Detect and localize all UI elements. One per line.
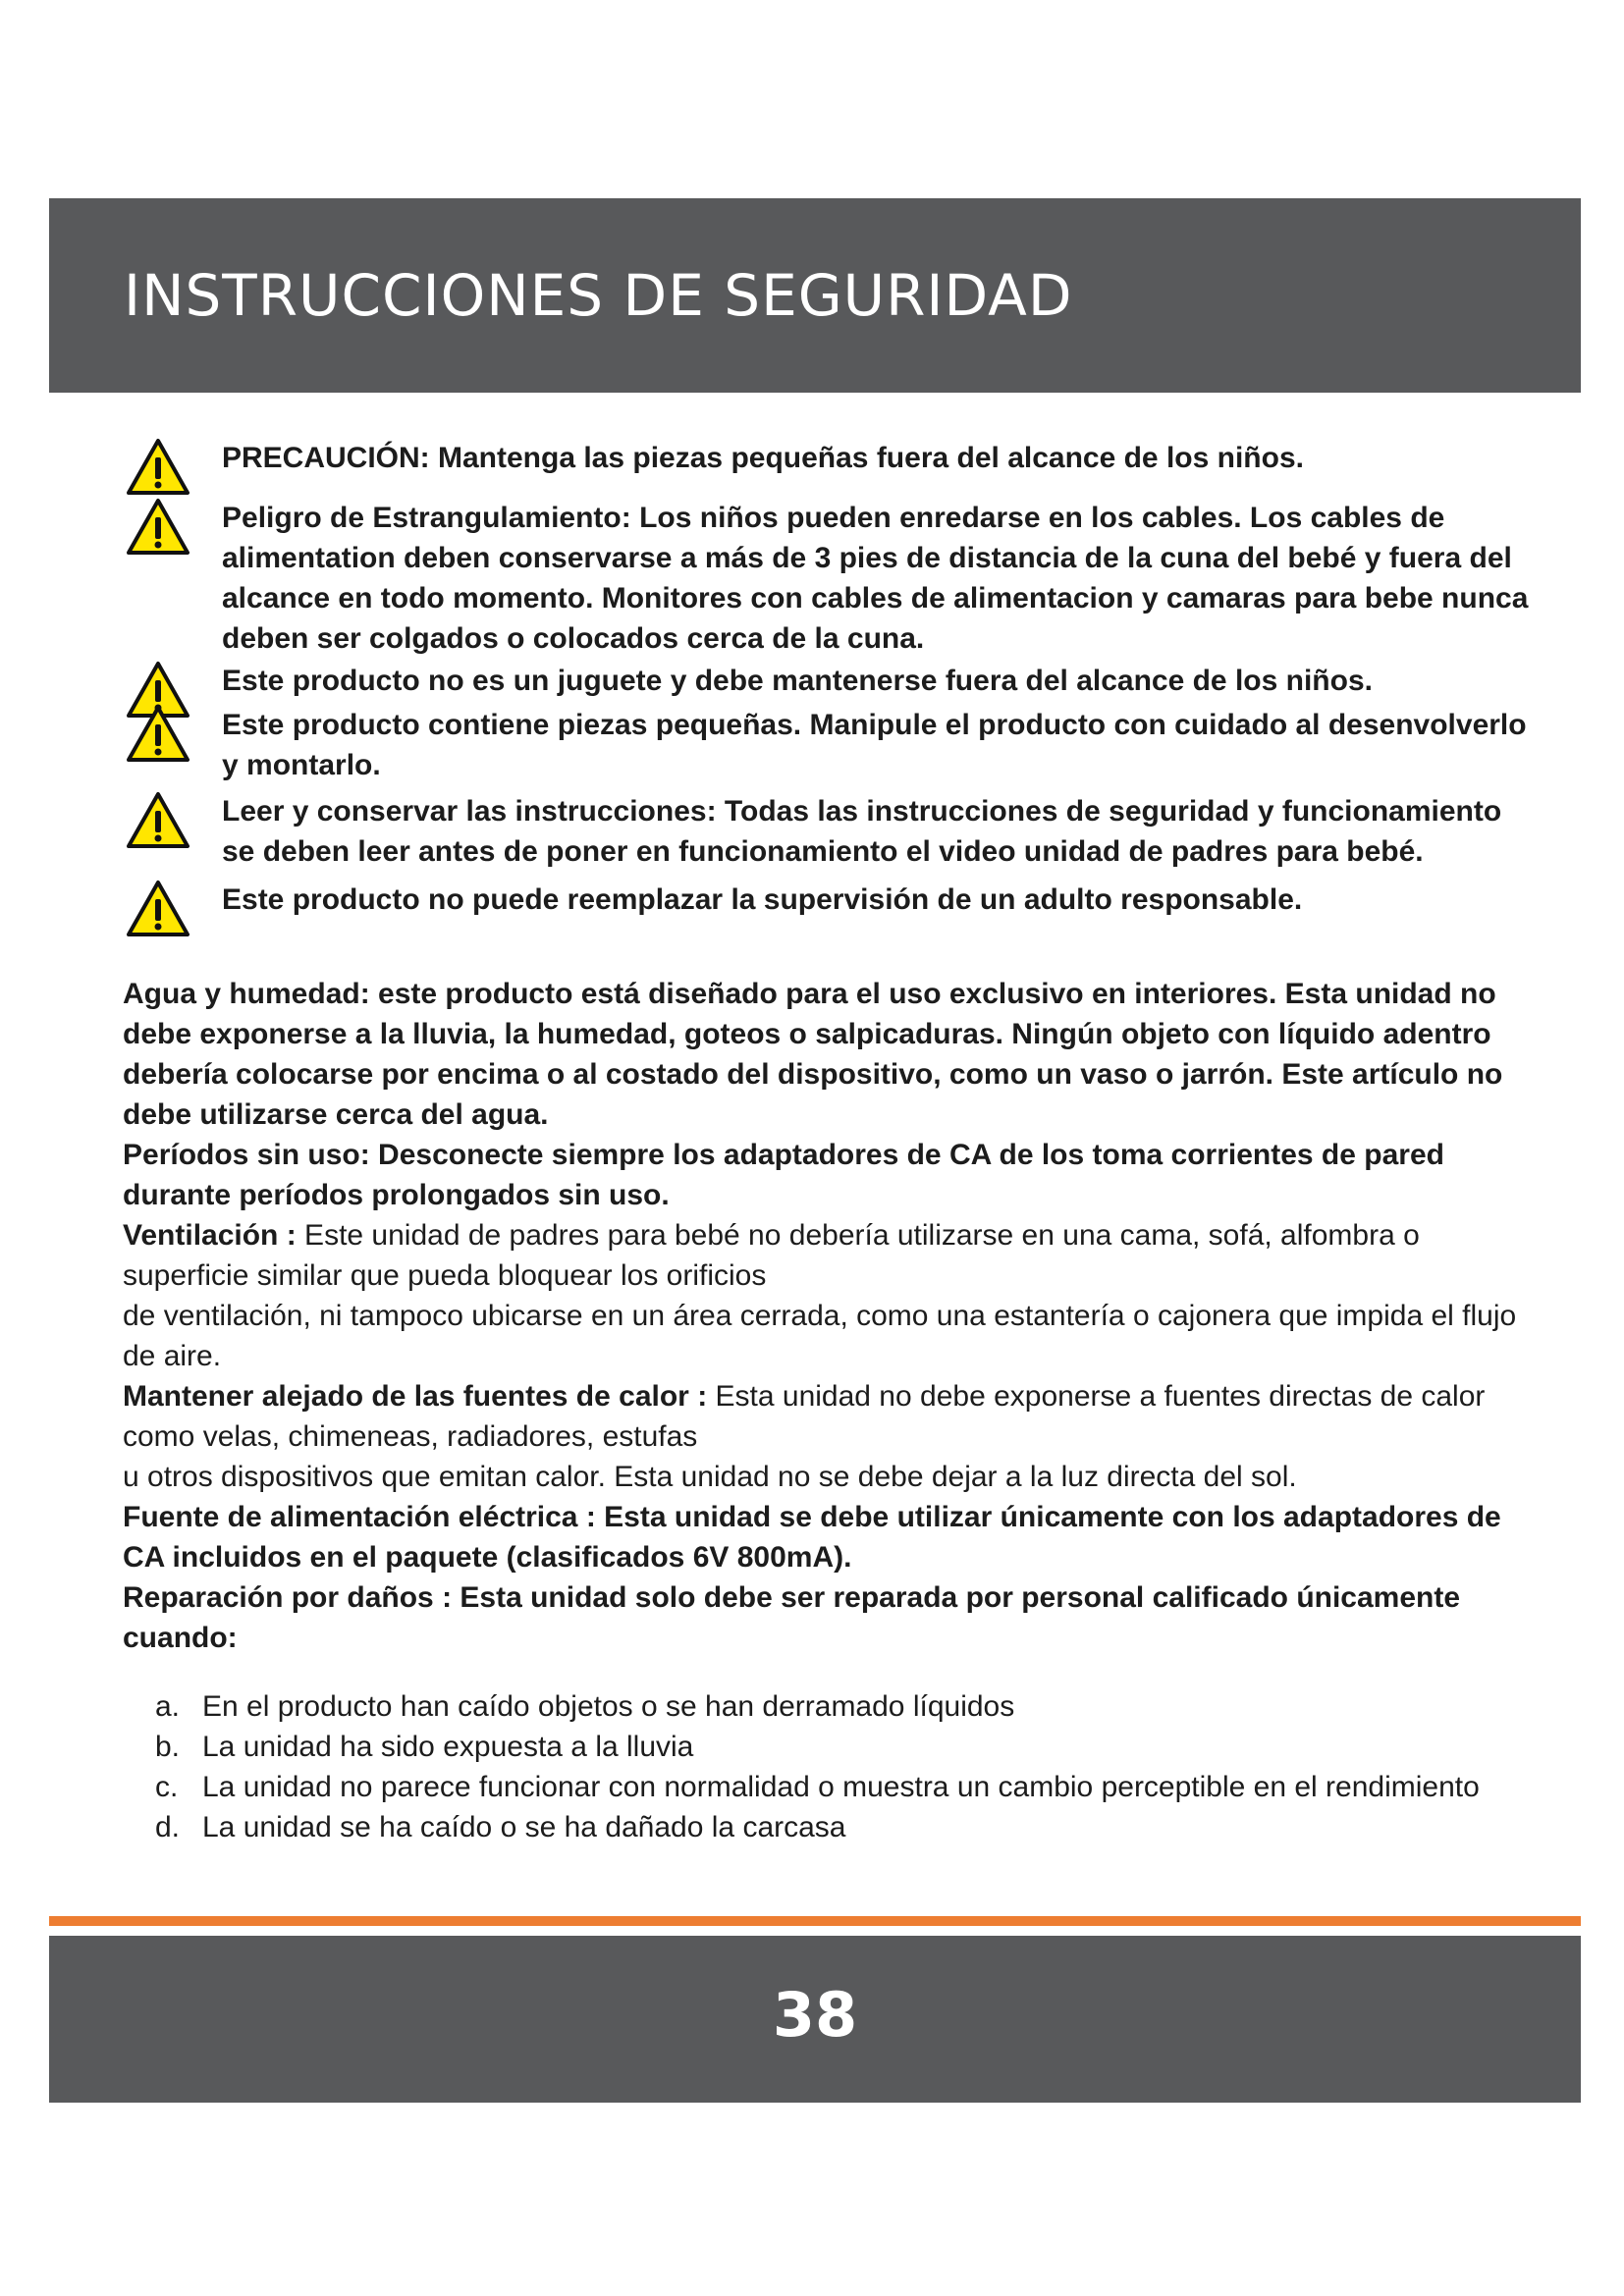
list-item [155,1727,1530,1767]
section-label: Agua y humedad: [123,978,370,1010]
page-number: 38 [772,1979,858,2051]
warning-text: Mantenga las piezas pequeñas fuera del alcance de los niños. [429,442,1304,474]
list-item-text: La unidad no parece funcionar con normalidad o muestra un cambio perceptible en el rendimiento [202,1771,1480,1803]
warning-triangle-icon [126,498,190,557]
header-band [49,198,1581,393]
list-marker: d. [155,1811,181,1843]
warning-triangle-icon [126,791,190,850]
list-item [155,1686,1530,1727]
page-title: INSTRUCCIONES DE SEGURIDAD [124,262,1073,329]
section-text: Esta unidad no debe exponerse a fuentes directas de calor como velas, chimeneas, radiadores, estufas [123,1380,1486,1453]
list-item-text: En el producto han caído objetos o se han derramado líquidos [202,1690,1015,1723]
section-ventilation-continued: de ventilación, ni tampoco ubicarse en un área cerrada, como una estantería o cajonera que impida el flujo de aire. [123,1300,1517,1372]
list-item-text: La unidad ha sido expuesta a la lluvia [202,1731,694,1763]
warning-text: Los niños pueden enredarse en los cables. Los cables de alimentation deben conservarse a más de 3 pies de distancia de la cuna del bebé y fuera del alcance en todo momento. Monitores con cables de alimentacion y camaras para bebe nunca deben ser colgados o colocados cerca de la cuna. [222,502,1529,655]
warning-triangle-icon [126,880,190,938]
warning-item [126,880,1540,920]
warning-label: Peligro de Estrangulamiento: [222,502,631,534]
warning-text: Este producto no es un juguete y debe mantenerse fuera del alcance de los niños. [222,665,1373,697]
section-text: este producto está diseñado para el uso exclusivo en interiores. Esta unidad no debe exponerse a la lluvia, la humedad, goteos o salpicaduras. Ningún objeto con líquido adentro debería colocarse por encima o al costado del dispositivo, como un vaso o jarrón. Este artículo no debe utilizarse cerca del agua. [123,978,1503,1131]
section-label: Ventilación : [123,1219,297,1252]
section-label: Reparación por daños : [123,1581,453,1614]
warning-label: PRECAUCIÓN: [222,442,430,474]
list-item [155,1767,1530,1807]
warning-text: Leer y conservar las instrucciones: Todas las instrucciones de seguridad y funcionamiento se deben leer antes de poner en funcionamiento el video unidad de padres para bebé. [222,795,1502,868]
orange-divider [49,1916,1581,1926]
section-heat-sources [123,1376,1537,1457]
list-marker: c. [155,1771,179,1803]
warning-item [126,705,1540,785]
repair-conditions-list [155,1686,1530,1847]
section-text: Esta unidad solo debe ser reparada por personal calificado únicamente cuando: [123,1581,1461,1654]
section-power-supply [123,1497,1537,1577]
footer-band [49,1936,1581,2103]
section-periods-unused [123,1135,1537,1215]
warning-text: Este producto no puede reemplazar la supervisión de un adulto responsable. [222,883,1303,916]
warning-item [126,438,1540,478]
section-label: Períodos sin uso: [123,1139,370,1171]
list-item [155,1807,1530,1847]
section-label: Fuente de alimentación eléctrica : [123,1501,596,1533]
section-repair [123,1577,1537,1658]
warning-item [126,661,1540,701]
section-text: Desconecte siempre los adaptadores de CA de los toma corrientes de pared durante períodos prolongados sin uso. [123,1139,1444,1211]
warning-item [126,791,1540,872]
section-text: Este unidad de padres para bebé no debería utilizarse en una cama, sofá, alfombra o superficie similar que pueda bloquear los orificios [123,1219,1420,1292]
warning-list [126,438,1540,920]
warning-text: Este producto contiene piezas pequeñas. Manipule el producto con cuidado al desenvolverlo y montarlo. [222,709,1527,781]
warning-item [126,498,1540,659]
list-item-text: La unidad se ha caído o se ha dañado la carcasa [202,1811,846,1843]
list-marker: a. [155,1690,181,1723]
warning-triangle-icon [126,438,190,497]
warning-triangle-icon [126,705,190,764]
section-water-humidity [123,974,1537,1135]
section-heat-sources-continued: u otros dispositivos que emitan calor. Esta unidad no se debe dejar a la luz directa del sol. [123,1461,1297,1493]
section-text: Esta unidad se debe utilizar únicamente con los adaptadores de CA incluidos en el paquete (clasificados 6V 800mA). [123,1501,1501,1574]
section-ventilation [123,1215,1537,1296]
section-label: Mantener alejado de las fuentes de calor : [123,1380,708,1413]
list-marker: b. [155,1731,181,1763]
safety-sections [123,974,1537,1658]
